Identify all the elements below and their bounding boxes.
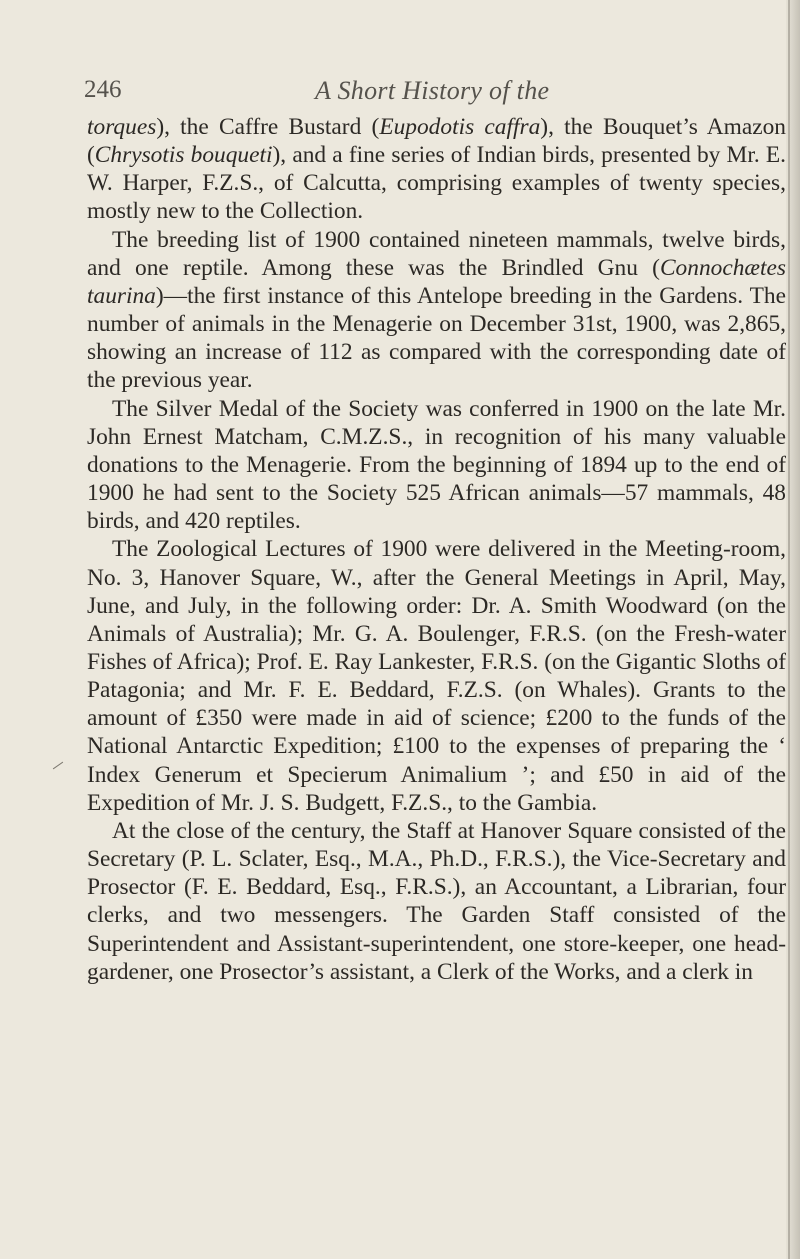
paragraph xyxy=(87,113,786,226)
italic-text: Eupodotis caffra xyxy=(379,114,541,140)
text-run: The Zoological Lectures of 1900 were delivered in the Meeting-room, No. 3, Hanover Square, W., after the General Meetings in April, May, June, and July, in the following order: Dr. A. Smith Woodward (on the Animals of Australia); Mr. G. A. Boulenger, F.R.S. (on the Fresh-water Fishes of Africa); Prof. E. Ray Lankester, F.R.S. (on the Gigantic Sloths of Patagonia; and Mr. F. E. Beddard, F.Z.S. (on Whales). Grants to the amount of £350 were made in aid of science; £200 to the funds of the National Antarctic Expedition; £100 to the expenses of preparing the ‘ Index Generum et Specierum Animalium ’; and £50 in aid of the Expedition of Mr. J. S. Budgett, F.Z.S., to the Gambia. xyxy=(87,536,786,816)
paragraph xyxy=(87,226,786,395)
text-run: The breeding list of 1900 contained nineteen mammals, twelve birds, and one reptile. Among these was the Brindled Gnu ( xyxy=(87,226,786,281)
paragraph xyxy=(87,395,786,536)
page-edge-line xyxy=(788,0,790,1259)
page-header xyxy=(84,76,704,106)
text-run: ), and a fine series of Indian birds, presented by Mr. E. W. Harper, F.Z.S., of Calcutta, comprising examples of twenty species, mostly new to the Collection. xyxy=(87,142,786,225)
italic-text: torques xyxy=(87,114,157,140)
body-text xyxy=(87,113,786,986)
paragraph xyxy=(87,817,786,986)
text-run: )—the first instance of this Antelope breeding in the Gardens. The number of animals in the Menagerie on December 31st, 1900, was 2,865, showing an increase of 112 as compared with the corresponding date of the previous year. xyxy=(87,282,786,394)
text-run: ), the Bouquet’s Amazon ( xyxy=(87,114,786,169)
page-number: 246 xyxy=(84,76,122,103)
margin-mark xyxy=(53,762,63,770)
italic-text: Connochætes taurina xyxy=(87,254,786,309)
italic-text: Chrysotis bouqueti xyxy=(94,142,273,169)
running-head: A Short History of the xyxy=(315,76,550,105)
text-run: ), the Caffre Bustard ( xyxy=(156,114,380,140)
paragraph xyxy=(87,535,786,817)
text-run: The Silver Medal of the Society was conferred in 1900 on the late Mr. John Ernest Matcham, C.M.Z.S., in recognition of his many valuable donations to the Menagerie. From the beginning of 1894 up to the end of 1900 he had sent to the Society 525 African animals—57 mammals, 48 birds, and 420 reptiles. xyxy=(87,395,786,535)
text-run: At the close of the century, the Staff at Hanover Square consisted of the Secretary (P. L. Sclater, Esq., M.A., Ph.D., F.R.S.), the Vice-Secretary and Prosector (F. E. Beddard, Esq., F.R.S.), an Accountant, a Librarian, four clerks, and two messengers. The Garden Staff consisted of the Superintendent and Assistant-superintendent, one store-keeper, one head-gardener, one Prosector’s assistant, a Clerk of the Works, and a clerk in xyxy=(87,817,786,985)
